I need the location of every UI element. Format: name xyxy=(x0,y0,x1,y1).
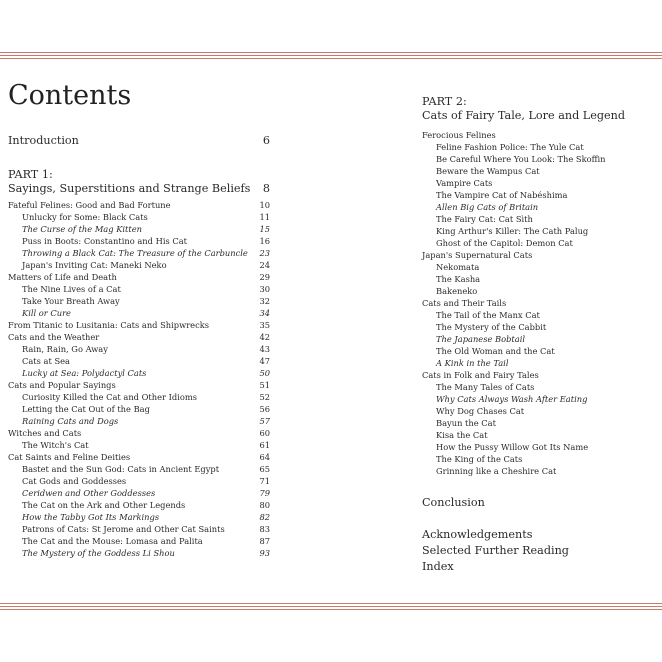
toc-subentry[interactable] xyxy=(422,141,654,153)
toc-acknowledgements[interactable]: Acknowledgements xyxy=(422,528,533,541)
toc-entry-title: The Kasha xyxy=(436,274,481,284)
toc-entry-title: The Vampire Cat of Nabéshima xyxy=(436,190,568,200)
toc-entry-title: Fateful Felines: Good and Bad Fortune xyxy=(8,200,171,210)
toc-entry-page: 47 xyxy=(259,356,270,366)
toc-subentry[interactable] xyxy=(8,211,270,223)
toc-conclusion[interactable]: Conclusion xyxy=(422,496,485,509)
toc-section[interactable] xyxy=(8,379,270,391)
toc-entry-title: The Old Woman and the Cat xyxy=(436,346,555,356)
part1-page: 8 xyxy=(262,182,270,195)
toc-entry-title: Patrons of Cats: St Jerome and Other Cat Saints xyxy=(22,524,225,534)
toc-subentry[interactable] xyxy=(8,355,270,367)
toc-entry-title: The Mystery of the Cabbit xyxy=(436,322,547,332)
toc-entry-title: Kisa the Cat xyxy=(436,430,488,440)
toc-entry-page: 71 xyxy=(259,476,270,486)
toc-subentry[interactable] xyxy=(8,439,270,451)
toc-subentry[interactable] xyxy=(422,381,654,393)
toc-subentry[interactable] xyxy=(422,153,654,165)
toc-entry-page: 34 xyxy=(259,308,270,318)
toc-entry-page: 51 xyxy=(259,380,270,390)
toc-entry-page: 32 xyxy=(259,296,270,306)
toc-entry-page: 16 xyxy=(259,236,270,246)
toc-entry-title: Why Dog Chases Cat xyxy=(436,406,525,416)
toc-entry-page: 52 xyxy=(259,392,270,402)
toc-entry-title: Unlucky for Some: Black Cats xyxy=(22,212,148,222)
toc-entry-title: Why Cats Always Wash After Eating xyxy=(436,394,588,404)
toc-entry-title: Curiosity Killed the Cat and Other Idioms xyxy=(22,392,197,402)
toc-entry-title: The Tail of the Manx Cat xyxy=(436,310,540,320)
toc-entry-title: Cats at Sea xyxy=(22,356,70,366)
toc-entry-title: The Mystery of the Goddess Li Shou xyxy=(22,548,175,558)
toc-entry-title: Cats and the Weather xyxy=(8,332,100,342)
right-page xyxy=(422,95,654,575)
toc-index[interactable]: Index xyxy=(422,560,454,573)
toc-section[interactable] xyxy=(8,451,270,463)
toc-subentry[interactable] xyxy=(8,259,270,271)
toc-entry-page: 64 xyxy=(259,452,270,462)
toc-subentry[interactable] xyxy=(8,283,270,295)
toc-entry-title: Japan's Supernatural Cats xyxy=(422,250,533,260)
toc-entry-page: 29 xyxy=(259,272,270,282)
toc-entry-page: 60 xyxy=(259,428,270,438)
toc-introduction[interactable] xyxy=(8,134,270,148)
toc-section[interactable] xyxy=(422,249,654,261)
toc-entry-title: Letting the Cat Out of the Bag xyxy=(22,404,150,414)
toc-entry-title: The Fairy Cat: Cat Sìth xyxy=(436,214,533,224)
toc-entry-title: Japan's Inviting Cat: Maneki Neko xyxy=(22,260,167,270)
toc-further-reading[interactable]: Selected Further Reading xyxy=(422,544,569,557)
part2-title[interactable]: Cats of Fairy Tale, Lore and Legend xyxy=(422,109,625,122)
toc-entry-title: How the Pussy Willow Got Its Name xyxy=(436,442,589,452)
toc-entry-title: The Nine Lives of a Cat xyxy=(22,284,121,294)
toc-entry-title: Feline Fashion Police: The Yule Cat xyxy=(436,142,584,152)
right-toc-list xyxy=(422,129,654,477)
toc-subentry[interactable] xyxy=(422,177,654,189)
toc-entry-title: Cat Saints and Feline Deities xyxy=(8,452,131,462)
toc-subentry[interactable] xyxy=(422,237,654,249)
toc-entry-title: Witches and Cats xyxy=(8,428,82,438)
top-decorative-rule xyxy=(0,52,662,62)
toc-subentry[interactable] xyxy=(422,453,654,465)
toc-subentry[interactable] xyxy=(422,405,654,417)
toc-entry-title: Puss in Boots: Constantino and His Cat xyxy=(22,236,188,246)
toc-subentry[interactable] xyxy=(422,273,654,285)
toc-entry-title: Bastet and the Sun God: Cats in Ancient Egypt xyxy=(22,464,220,474)
toc-entry-title: Raining Cats and Dogs xyxy=(22,416,119,426)
toc-section[interactable] xyxy=(422,369,654,381)
toc-section[interactable] xyxy=(8,331,270,343)
toc-entry-page: 83 xyxy=(259,524,270,534)
toc-entry-title: The Cat and the Mouse: Lomasa and Palita xyxy=(22,536,203,546)
toc-entry-page: 11 xyxy=(259,212,270,222)
toc-entry-page: 80 xyxy=(259,500,270,510)
toc-entry-title: Vampire Cats xyxy=(436,178,493,188)
toc-entry-page: 10 xyxy=(259,200,270,210)
toc-entry-page: 57 xyxy=(259,416,270,426)
toc-subentry[interactable] xyxy=(422,345,654,357)
bottom-decorative-rule xyxy=(0,603,662,613)
toc-entry-title: A Kink in the Tail xyxy=(436,358,509,368)
toc-entry-page: 30 xyxy=(259,284,270,294)
toc-subentry[interactable] xyxy=(422,213,654,225)
toc-entry-title: Allen Big Cats of Britain xyxy=(436,202,539,212)
toc-subentry[interactable] xyxy=(8,403,270,415)
toc-entry-page: 79 xyxy=(259,488,270,498)
toc-subentry[interactable] xyxy=(8,367,270,379)
toc-section[interactable] xyxy=(8,319,270,331)
toc-entry-title: Be Careful Where You Look: The Skoffin xyxy=(436,154,606,164)
toc-entry-page: 65 xyxy=(259,464,270,474)
toc-entry-title: Rain, Rain, Go Away xyxy=(22,344,108,354)
toc-subentry[interactable] xyxy=(8,223,270,235)
toc-subentry[interactable] xyxy=(8,247,270,259)
toc-entry-title: Nekomata xyxy=(436,262,480,272)
toc-section[interactable] xyxy=(422,297,654,309)
part1-label: PART 1: xyxy=(8,168,53,181)
toc-subentry[interactable] xyxy=(8,475,270,487)
toc-entry-page: 24 xyxy=(259,260,270,270)
toc-subentry[interactable] xyxy=(8,391,270,403)
left-toc-list xyxy=(8,199,270,559)
toc-entry-title: The Japanese Bobtail xyxy=(436,334,526,344)
toc-subentry[interactable] xyxy=(8,511,270,523)
toc-subentry[interactable] xyxy=(8,415,270,427)
toc-subentry[interactable] xyxy=(422,357,654,369)
toc-subentry[interactable] xyxy=(422,321,654,333)
toc-subentry[interactable] xyxy=(422,189,654,201)
toc-entry-title: The Witch's Cat xyxy=(22,440,89,450)
introduction-page: 6 xyxy=(262,134,270,147)
toc-entry-title: Ferocious Felines xyxy=(422,130,496,140)
toc-entry-title: Matters of Life and Death xyxy=(8,272,117,282)
toc-section[interactable] xyxy=(8,271,270,283)
toc-subentry[interactable] xyxy=(422,261,654,273)
toc-subentry[interactable] xyxy=(422,201,654,213)
toc-subentry[interactable] xyxy=(422,465,654,477)
toc-subentry[interactable] xyxy=(422,429,654,441)
toc-entry-page: 15 xyxy=(259,224,270,234)
toc-entry-title: Cats and Their Tails xyxy=(422,298,507,308)
toc-subentry[interactable] xyxy=(8,235,270,247)
toc-entry-title: Throwing a Black Cat: The Treasure of the Carbuncle xyxy=(22,248,248,258)
toc-entry-title: Ghost of the Capitol: Demon Cat xyxy=(436,238,573,248)
toc-entry-page: 35 xyxy=(259,320,270,330)
toc-subentry[interactable] xyxy=(8,343,270,355)
part2-label: PART 2: xyxy=(422,95,467,108)
toc-entry-title: The Curse of the Mag Kitten xyxy=(22,224,142,234)
part1-heading[interactable] xyxy=(8,182,270,196)
toc-subentry[interactable] xyxy=(8,523,270,535)
toc-subentry[interactable] xyxy=(422,417,654,429)
toc-section[interactable] xyxy=(422,129,654,141)
toc-entry-title: Grinning like a Cheshire Cat xyxy=(436,466,557,476)
toc-subentry[interactable] xyxy=(422,225,654,237)
toc-entry-title: Beware the Wampus Cat xyxy=(436,166,540,176)
toc-section[interactable] xyxy=(8,427,270,439)
toc-entry-title: From Titanic to Lusitania: Cats and Shipwrecks xyxy=(8,320,210,330)
toc-entry-page: 23 xyxy=(259,248,270,258)
toc-entry-page: 87 xyxy=(259,536,270,546)
toc-entry-title: Lucky at Sea: Polydactyl Cats xyxy=(22,368,147,378)
introduction-title: Introduction xyxy=(8,134,79,147)
toc-section[interactable] xyxy=(8,199,270,211)
toc-subentry[interactable] xyxy=(8,547,270,559)
toc-entry-title: Cats in Folk and Fairy Tales xyxy=(422,370,539,380)
toc-entry-title: The Cat on the Ark and Other Legends xyxy=(22,500,186,510)
toc-subentry[interactable] xyxy=(422,309,654,321)
toc-subentry[interactable] xyxy=(422,285,654,297)
toc-entry-title: Kill or Cure xyxy=(22,308,71,318)
back-matter xyxy=(422,495,654,575)
toc-subentry[interactable] xyxy=(8,295,270,307)
toc-entry-title: Ceridwen and Other Goddesses xyxy=(22,488,156,498)
toc-entry-title: Bakeneko xyxy=(436,286,478,296)
toc-entry-title: Cats and Popular Sayings xyxy=(8,380,116,390)
page-title: Contents xyxy=(8,80,132,111)
toc-subentry[interactable] xyxy=(8,307,270,319)
toc-subentry[interactable] xyxy=(8,535,270,547)
toc-subentry[interactable] xyxy=(8,463,270,475)
toc-entry-title: How the Tabby Got Its Markings xyxy=(22,512,160,522)
toc-entry-page: 93 xyxy=(259,548,270,558)
toc-entry-page: 56 xyxy=(259,404,270,414)
toc-entry-page: 42 xyxy=(259,332,270,342)
toc-subentry[interactable] xyxy=(422,333,654,345)
toc-subentry[interactable] xyxy=(422,393,654,405)
left-page xyxy=(8,80,270,559)
toc-entry-title: Cat Gods and Goddesses xyxy=(22,476,127,486)
toc-entry-title: Bayun the Cat xyxy=(436,418,496,428)
toc-entry-title: King Arthur's Killer: The Cath Palug xyxy=(436,226,589,236)
toc-subentry[interactable] xyxy=(422,441,654,453)
toc-entry-page: 43 xyxy=(259,344,270,354)
toc-entry-page: 82 xyxy=(259,512,270,522)
toc-subentry[interactable] xyxy=(422,165,654,177)
part1-title: Sayings, Superstitions and Strange Beliefs xyxy=(8,182,251,195)
toc-subentry[interactable] xyxy=(8,499,270,511)
toc-entry-title: The Many Tales of Cats xyxy=(436,382,535,392)
toc-entry-page: 61 xyxy=(259,440,270,450)
toc-entry-page: 50 xyxy=(259,368,270,378)
toc-entry-title: The King of the Cats xyxy=(436,454,523,464)
toc-entry-title: Take Your Breath Away xyxy=(22,296,120,306)
toc-subentry[interactable] xyxy=(8,487,270,499)
